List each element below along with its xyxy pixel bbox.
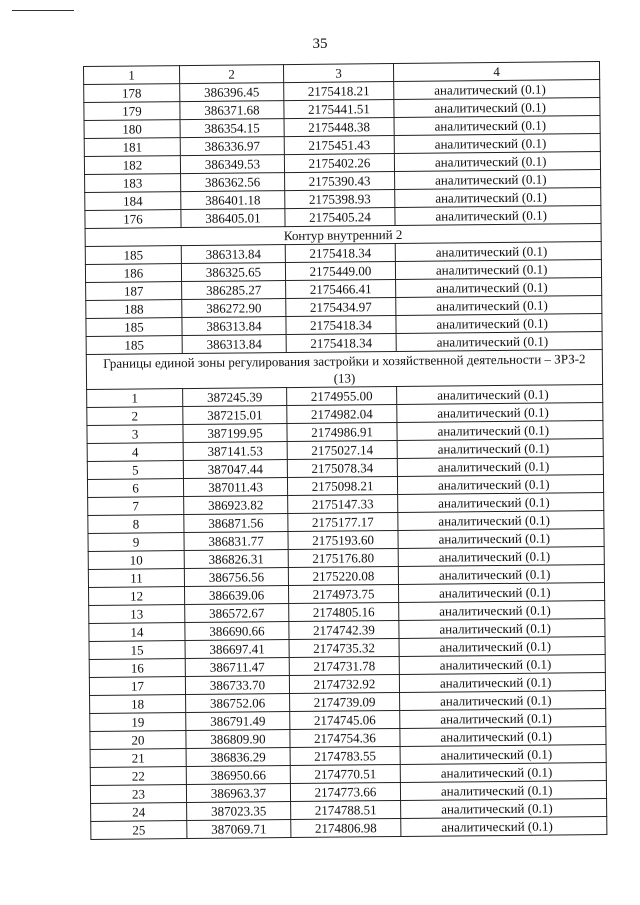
y-coordinate-cell: 2175402.26 xyxy=(284,154,394,173)
method-cell: аналитический (0.1) xyxy=(397,439,603,459)
x-coordinate-cell: 386923.82 xyxy=(184,496,288,515)
point-number-cell: 7 xyxy=(88,497,184,516)
point-number-cell: 9 xyxy=(88,533,184,552)
method-cell: аналитический (0.1) xyxy=(395,260,601,280)
y-coordinate-cell: 2175434.97 xyxy=(286,298,396,317)
point-number-cell: 2 xyxy=(87,407,183,426)
y-coordinate-cell: 2175177.17 xyxy=(288,512,398,531)
y-coordinate-cell: 2174986.91 xyxy=(287,423,397,442)
method-cell: аналитический (0.1) xyxy=(394,98,600,118)
y-coordinate-cell: 2175078.34 xyxy=(287,459,397,478)
method-cell: аналитический (0.1) xyxy=(394,134,600,154)
point-number-cell: 13 xyxy=(89,605,185,624)
y-coordinate-cell: 2174735.32 xyxy=(289,638,399,657)
y-coordinate-cell: 2174788.51 xyxy=(291,800,401,819)
x-coordinate-cell: 386756.56 xyxy=(184,568,288,587)
point-number-cell: 5 xyxy=(87,461,183,480)
x-coordinate-cell: 386396.45 xyxy=(180,83,284,102)
y-coordinate-cell: 2175176.80 xyxy=(288,548,398,567)
point-number-cell: 18 xyxy=(90,695,186,714)
header-cell-2: 2 xyxy=(180,65,284,84)
x-coordinate-cell: 386752.06 xyxy=(186,694,290,713)
section-row-zone-boundary-title: Границы единой зоны регулирования застройки и хозяйственной деятельности – ЗРЗ-2 (13) xyxy=(86,350,602,390)
x-coordinate-cell: 386809.90 xyxy=(186,730,290,749)
method-cell: аналитический (0.1) xyxy=(399,673,605,693)
point-number-cell: 182 xyxy=(84,156,180,175)
method-cell: аналитический (0.1) xyxy=(394,80,600,100)
method-cell: аналитический (0.1) xyxy=(400,781,606,801)
x-coordinate-cell: 387245.39 xyxy=(183,388,287,407)
point-number-cell: 10 xyxy=(88,551,184,570)
point-number-cell: 16 xyxy=(89,659,185,678)
x-coordinate-cell: 386836.29 xyxy=(186,748,290,767)
x-coordinate-cell: 386285.27 xyxy=(182,281,286,300)
y-coordinate-cell: 2175449.00 xyxy=(285,262,395,281)
method-cell: аналитический (0.1) xyxy=(395,206,601,226)
x-coordinate-cell: 386690.66 xyxy=(185,622,289,641)
top-rule xyxy=(12,10,74,11)
point-number-cell: 8 xyxy=(88,515,184,534)
method-cell: аналитический (0.1) xyxy=(400,763,606,783)
x-coordinate-cell: 387069.71 xyxy=(187,820,291,839)
x-coordinate-cell: 387199.95 xyxy=(183,424,287,443)
method-cell: аналитический (0.1) xyxy=(401,799,607,819)
point-number-cell: 184 xyxy=(85,192,181,211)
x-coordinate-cell: 386349.53 xyxy=(180,155,284,174)
method-cell: аналитический (0.1) xyxy=(398,529,604,549)
point-number-cell: 12 xyxy=(89,587,185,606)
method-cell: аналитический (0.1) xyxy=(398,493,604,513)
point-number-cell: 187 xyxy=(86,282,182,301)
y-coordinate-cell: 2174982.04 xyxy=(287,405,397,424)
y-coordinate-cell: 2175193.60 xyxy=(288,530,398,549)
y-coordinate-cell: 2175441.51 xyxy=(284,100,394,119)
method-cell: аналитический (0.1) xyxy=(395,188,601,208)
x-coordinate-cell: 386572.67 xyxy=(185,604,289,623)
x-coordinate-cell: 386791.49 xyxy=(186,712,290,731)
method-cell: аналитический (0.1) xyxy=(400,691,606,711)
point-number-cell: 179 xyxy=(84,102,180,121)
point-number-cell: 185 xyxy=(85,246,181,265)
coordinates-table-container xyxy=(83,61,606,840)
method-cell: аналитический (0.1) xyxy=(397,403,603,423)
x-coordinate-cell: 386711.47 xyxy=(185,658,289,677)
point-number-cell: 186 xyxy=(85,264,181,283)
y-coordinate-cell: 2175418.21 xyxy=(284,82,394,101)
point-number-cell: 185 xyxy=(86,336,182,355)
x-coordinate-cell: 386963.37 xyxy=(186,784,290,803)
y-coordinate-cell: 2174973.75 xyxy=(288,584,398,603)
x-coordinate-cell: 386831.77 xyxy=(184,532,288,551)
point-number-cell: 21 xyxy=(90,749,186,768)
y-coordinate-cell: 2175220.08 xyxy=(288,566,398,585)
point-number-cell: 14 xyxy=(89,623,185,642)
y-coordinate-cell: 2175398.93 xyxy=(285,190,395,209)
point-number-cell: 23 xyxy=(90,785,186,804)
point-number-cell: 15 xyxy=(89,641,185,660)
method-cell: аналитический (0.1) xyxy=(398,511,604,531)
x-coordinate-cell: 386371.68 xyxy=(180,101,284,120)
y-coordinate-cell: 2174745.06 xyxy=(290,710,400,729)
x-coordinate-cell: 387023.35 xyxy=(187,802,291,821)
header-cell-4: 4 xyxy=(393,62,599,82)
x-coordinate-cell: 386325.65 xyxy=(181,263,285,282)
point-number-cell: 24 xyxy=(91,803,187,822)
table-row xyxy=(91,817,607,840)
point-number-cell: 178 xyxy=(84,84,180,103)
x-coordinate-cell: 386826.31 xyxy=(184,550,288,569)
method-cell: аналитический (0.1) xyxy=(399,601,605,621)
point-number-cell: 22 xyxy=(90,767,186,786)
method-cell: аналитический (0.1) xyxy=(400,727,606,747)
x-coordinate-cell: 386950.66 xyxy=(186,766,290,785)
method-cell: аналитический (0.1) xyxy=(395,170,601,190)
coordinates-table xyxy=(83,61,607,840)
x-coordinate-cell: 386401.18 xyxy=(181,191,285,210)
x-coordinate-cell: 386354.15 xyxy=(180,119,284,138)
y-coordinate-cell: 2174805.16 xyxy=(289,602,399,621)
x-coordinate-cell: 387215.01 xyxy=(183,406,287,425)
point-number-cell: 11 xyxy=(88,569,184,588)
method-cell: аналитический (0.1) xyxy=(395,242,601,262)
x-coordinate-cell: 386733.70 xyxy=(185,676,289,695)
y-coordinate-cell: 2175451.43 xyxy=(284,136,394,155)
method-cell: аналитический (0.1) xyxy=(397,421,603,441)
point-number-cell: 17 xyxy=(89,677,185,696)
point-number-cell: 183 xyxy=(85,174,181,193)
method-cell: аналитический (0.1) xyxy=(398,547,604,567)
y-coordinate-cell: 2174783.55 xyxy=(290,746,400,765)
point-number-cell: 185 xyxy=(86,318,182,337)
y-coordinate-cell: 2174770.51 xyxy=(290,764,400,783)
y-coordinate-cell: 2175448.38 xyxy=(284,118,394,137)
y-coordinate-cell: 2175418.34 xyxy=(286,334,396,353)
method-cell: аналитический (0.1) xyxy=(398,583,604,603)
point-number-cell: 180 xyxy=(84,120,180,139)
method-cell: аналитический (0.1) xyxy=(398,565,604,585)
y-coordinate-cell: 2174773.66 xyxy=(290,782,400,801)
y-coordinate-cell: 2175147.33 xyxy=(288,494,398,513)
x-coordinate-cell: 386313.84 xyxy=(182,317,286,336)
table-body xyxy=(84,62,607,840)
method-cell: аналитический (0.1) xyxy=(400,709,606,729)
method-cell: аналитический (0.1) xyxy=(397,475,603,495)
method-cell: аналитический (0.1) xyxy=(396,296,602,316)
y-coordinate-cell: 2175027.14 xyxy=(287,441,397,460)
section-row-inner-contour-title: Контур внутренний 2 xyxy=(85,224,601,247)
x-coordinate-cell: 386362.56 xyxy=(181,173,285,192)
y-coordinate-cell: 2175390.43 xyxy=(285,172,395,191)
y-coordinate-cell: 2175418.34 xyxy=(285,244,395,263)
method-cell: аналитический (0.1) xyxy=(399,619,605,639)
x-coordinate-cell: 386336.97 xyxy=(180,137,284,156)
point-number-cell: 4 xyxy=(87,443,183,462)
point-number-cell: 25 xyxy=(91,821,187,840)
header-cell-3: 3 xyxy=(283,64,393,83)
point-number-cell: 20 xyxy=(90,731,186,750)
point-number-cell: 6 xyxy=(87,479,183,498)
point-number-cell: 188 xyxy=(86,300,182,319)
y-coordinate-cell: 2174739.09 xyxy=(290,692,400,711)
method-cell: аналитический (0.1) xyxy=(396,332,602,352)
x-coordinate-cell: 386272.90 xyxy=(182,299,286,318)
method-cell: аналитический (0.1) xyxy=(394,116,600,136)
section-row-zone-boundary xyxy=(86,350,602,390)
point-number-cell: 181 xyxy=(84,138,180,157)
x-coordinate-cell: 386639.06 xyxy=(185,586,289,605)
point-number-cell: 19 xyxy=(90,713,186,732)
y-coordinate-cell: 2174806.98 xyxy=(291,818,401,837)
y-coordinate-cell: 2174955.00 xyxy=(287,387,397,406)
method-cell: аналитический (0.1) xyxy=(399,637,605,657)
y-coordinate-cell: 2175405.24 xyxy=(285,208,395,227)
y-coordinate-cell: 2174732.92 xyxy=(289,674,399,693)
x-coordinate-cell: 386405.01 xyxy=(181,209,285,228)
x-coordinate-cell: 387047.44 xyxy=(183,460,287,479)
method-cell: аналитический (0.1) xyxy=(397,385,603,405)
x-coordinate-cell: 387011.43 xyxy=(183,478,287,497)
y-coordinate-cell: 2174731.78 xyxy=(289,656,399,675)
point-number-cell: 1 xyxy=(87,389,183,408)
point-number-cell: 176 xyxy=(85,210,181,229)
method-cell: аналитический (0.1) xyxy=(396,278,602,298)
method-cell: аналитический (0.1) xyxy=(401,817,607,837)
page-number: 35 xyxy=(312,36,328,52)
x-coordinate-cell: 386313.84 xyxy=(182,335,286,354)
y-coordinate-cell: 2174742.39 xyxy=(289,620,399,639)
method-cell: аналитический (0.1) xyxy=(397,457,603,477)
y-coordinate-cell: 2175098.21 xyxy=(287,477,397,496)
header-cell-1: 1 xyxy=(84,66,180,85)
method-cell: аналитический (0.1) xyxy=(394,152,600,172)
y-coordinate-cell: 2174754.36 xyxy=(290,728,400,747)
y-coordinate-cell: 2175418.34 xyxy=(286,316,396,335)
method-cell: аналитический (0.1) xyxy=(400,745,606,765)
point-number-cell: 3 xyxy=(87,425,183,444)
method-cell: аналитический (0.1) xyxy=(396,314,602,334)
x-coordinate-cell: 387141.53 xyxy=(183,442,287,461)
x-coordinate-cell: 386313.84 xyxy=(181,245,285,264)
x-coordinate-cell: 386871.56 xyxy=(184,514,288,533)
method-cell: аналитический (0.1) xyxy=(399,655,605,675)
y-coordinate-cell: 2175466.41 xyxy=(286,280,396,299)
x-coordinate-cell: 386697.41 xyxy=(185,640,289,659)
